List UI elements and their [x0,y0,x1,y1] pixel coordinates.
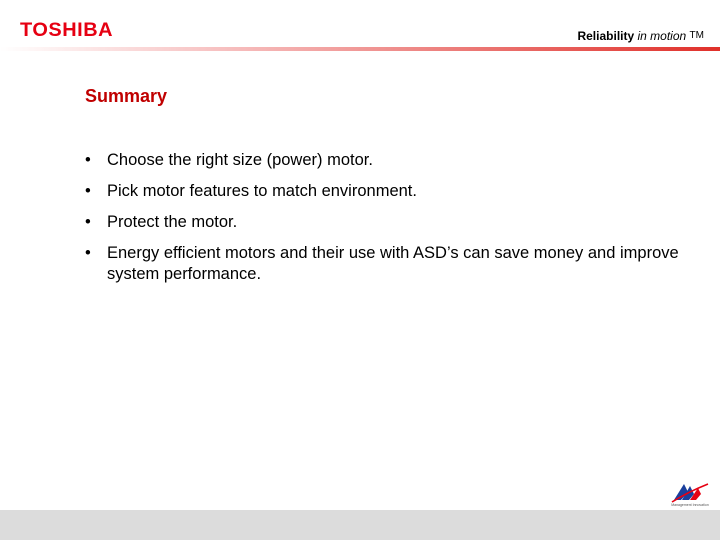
tagline-strong: Reliability [577,29,635,43]
bullet-item [85,243,685,285]
bullet-item [85,181,685,202]
toshiba-logo: TOSHIBA [20,20,114,41]
bullet-text: Protect the motor. [107,213,238,231]
tagline-em: in motion [637,29,687,43]
bullet-text: Pick motor features to match environment. [107,182,417,200]
tagline-trademark: TM [689,30,704,41]
tagline [577,29,704,43]
bullet-marker: • [85,182,91,200]
bullet-text: Energy efficient motors and their use with ASD’s can save money and improve system performance. [107,244,679,283]
footer-band [0,510,720,540]
bullet-item [85,150,685,171]
header-divider [0,47,720,51]
slide-title: Summary [85,86,168,106]
bullet-marker: • [85,151,91,169]
bullet-list [85,150,685,285]
footer-logo-caption: Management Innovation [671,503,709,507]
bullet-marker: • [85,213,91,231]
bullet-item [85,212,685,233]
bullet-text: Choose the right size (power) motor. [107,151,373,169]
bullet-marker: • [85,244,91,262]
